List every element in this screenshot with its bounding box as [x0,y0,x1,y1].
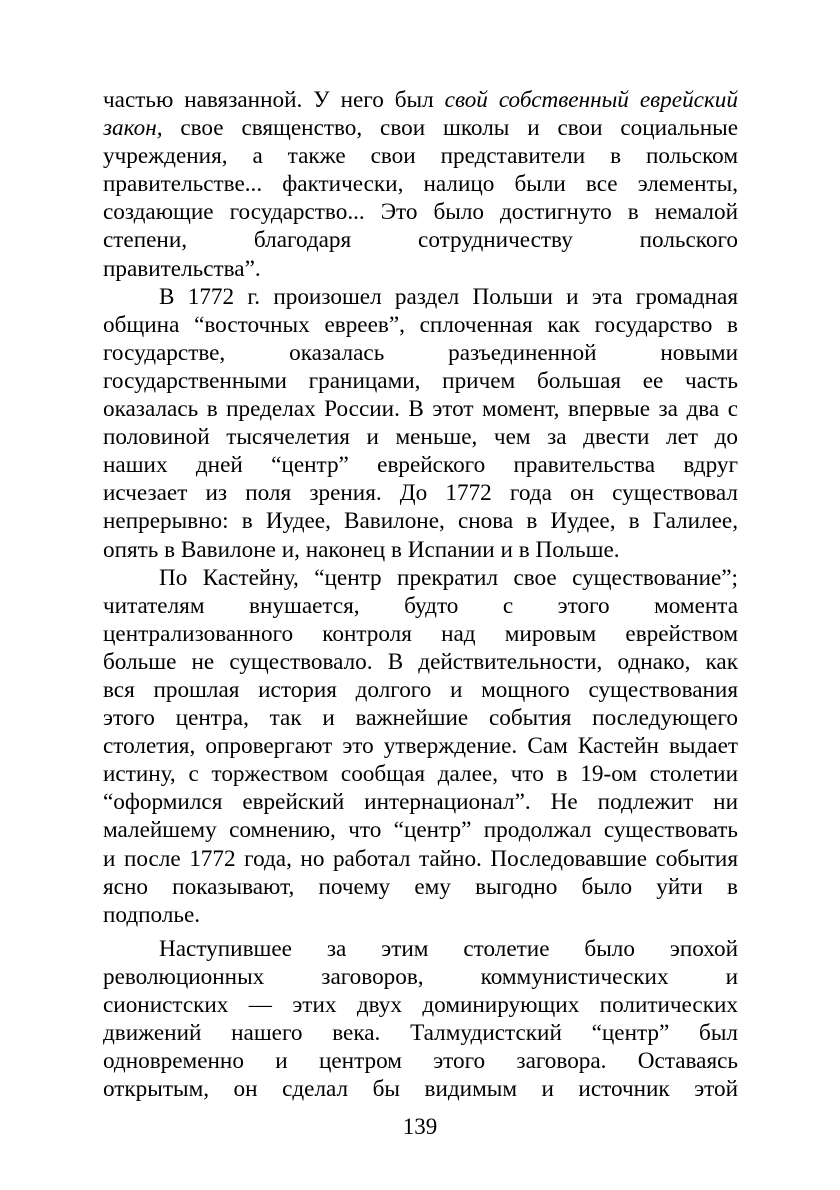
text-line: частью навязанной. У него был свой собственный еврейский [103,87,738,113]
text-line: оказалась в пределах России. В этот момент, впервые за два с [103,396,738,423]
text-line: непрерывно: в Иудее, Вавилоне, снова в Иудее, в Галилее, [103,508,738,535]
text-line: В 1772 г. произошел раздел Польши и эта громадная [159,283,738,310]
text-line: подполье. [103,901,201,928]
text-line: столетия, опровергают это утверждение. Сам Кастейн выдает [103,733,738,760]
page-body [103,86,738,1103]
text-line: закон, свое священство, свои школы и свои социальные [103,115,738,142]
paragraph-3 [103,564,738,929]
page-number: 139 [402,1114,438,1139]
text-line: централизованного контроля над мировым еврейством [103,620,738,647]
text-line: Наступившее за этим столетие было эпохой [159,935,738,962]
paragraph-4 [103,935,738,1104]
text-line: половиной тысячелетия и меньше, чем за двести лет до [103,424,738,451]
paragraph-2 [103,283,738,564]
text-line: создающие государство... Это было достигнуто в немалой [103,199,738,226]
text-line: степени, благодаря сотрудничеству польского [103,227,738,254]
text-line: государстве, оказалась разъединенной новыми [103,339,738,366]
text-line: малейшему сомнению, что “центр” продолжал существовать [103,817,738,844]
text-line: этого центра, так и важнейшие события последующего [103,705,738,732]
text-line: вся прошлая история долгого и мощного существования [103,676,738,703]
text-line: “оформился еврейский интернационал”. Не подлежит ни [103,789,738,816]
text-line: правительства”. [103,255,261,282]
text-line: наших дней “центр” еврейского правительства вдруг [103,452,738,479]
text-line: движений нашего века. Талмудистский “центр” был [103,1020,738,1047]
text-line: истину, с торжеством сообщая далее, что в 19-ом столетии [103,761,738,788]
text-line: одновременно и центром этого заговора. Оставаясь [103,1048,738,1075]
text-line: читателям внушается, будто с этого момента [103,592,738,619]
text-line: и после 1772 года, но работал тайно. Последовавшие события [103,845,738,872]
text-line: открытым, он сделал бы видимым и источник этой [103,1076,738,1103]
text-line: сионистских — этих двух доминирующих политических [103,992,738,1018]
text-line: больше не существовало. В действительности, однако, как [103,648,738,675]
text-line: государственными границами, причем большая ее часть [103,367,738,394]
text-line: исчезает из поля зрения. До 1772 года он существовал [103,480,738,507]
text-line: По Кастейну, “центр прекратил свое существование”; [159,564,738,591]
text-line: революционных заговоров, коммунистических и [103,963,738,990]
paragraph-1 [103,86,738,283]
text-line: правительстве... фактически, налицо были все элементы, [103,171,738,198]
text-line: учреждения, а также свои представители в польском [103,143,738,170]
text-line: опять в Вавилоне и, наконец в Испании и в Польше. [103,536,620,563]
text-line: ясно показывают, почему ему выгодно было уйти в [103,873,738,900]
text-line: община “восточных евреев”, сплоченная как государство в [103,311,738,338]
